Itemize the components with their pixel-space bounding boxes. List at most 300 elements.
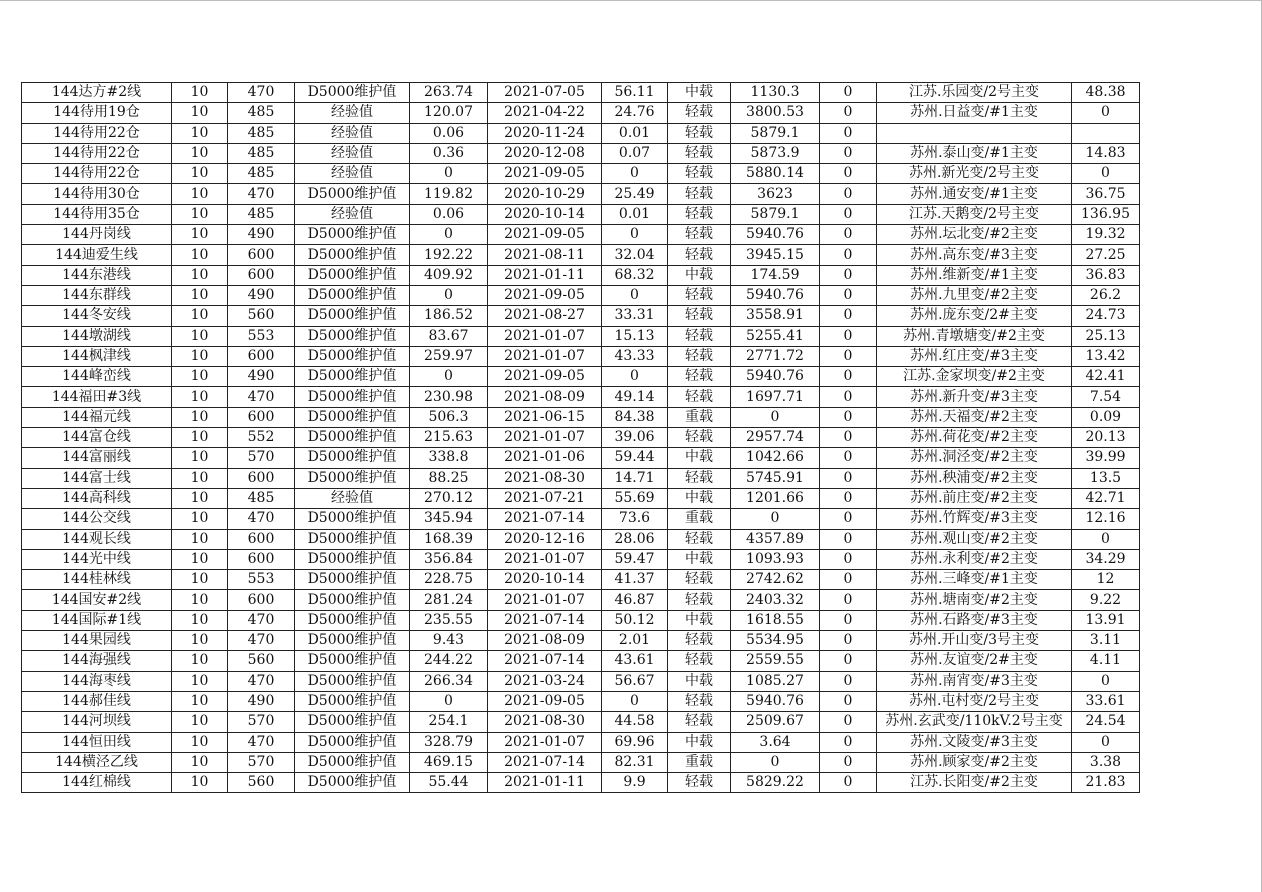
data-table: [21, 82, 1140, 793]
table-row: [22, 285, 1140, 305]
load-level-cell: 重载: [668, 509, 731, 529]
transformer-cell: 苏州.三峰变/#1主变: [877, 570, 1072, 590]
current-cell: 270.12: [410, 488, 488, 508]
table-row: [22, 570, 1140, 590]
load-rate-cell: 49.14: [602, 387, 668, 407]
voltage-cell: 10: [172, 83, 228, 103]
source-cell: 经验值: [295, 164, 410, 184]
rating-cell: 570: [228, 712, 295, 732]
table-row: [22, 346, 1140, 366]
load-level-cell: 中载: [668, 671, 731, 691]
transformer-cell: 苏州.永利变/#2主变: [877, 549, 1072, 569]
count-cell: 0: [820, 671, 877, 691]
date-cell: 2021-03-24: [488, 671, 602, 691]
load-level-cell: 重载: [668, 752, 731, 772]
current-cell: 9.43: [410, 631, 488, 651]
rating-cell: 560: [228, 651, 295, 671]
count-cell: 0: [820, 346, 877, 366]
date-cell: 2021-09-05: [488, 367, 602, 387]
date-cell: 2020-10-29: [488, 184, 602, 204]
transformer-load-cell: 13.42: [1072, 346, 1140, 366]
current-cell: 244.22: [410, 651, 488, 671]
load-level-cell: 轻载: [668, 285, 731, 305]
table-row: [22, 367, 1140, 387]
load-rate-cell: 9.9: [602, 773, 668, 793]
table-row: [22, 529, 1140, 549]
rating-cell: 600: [228, 265, 295, 285]
transformer-cell: 苏州.玄武变/110kV.2号主变: [877, 712, 1072, 732]
transformer-load-cell: [1072, 123, 1140, 143]
margin-cell: 1130.3: [731, 83, 820, 103]
transformer-load-cell: 0: [1072, 732, 1140, 752]
load-level-cell: 中载: [668, 265, 731, 285]
rating-cell: 485: [228, 164, 295, 184]
rating-cell: 490: [228, 367, 295, 387]
date-cell: 2021-01-06: [488, 448, 602, 468]
line-name-cell: 144海枣线: [22, 671, 172, 691]
line-name-cell: 144墩湖线: [22, 326, 172, 346]
transformer-load-cell: 42.41: [1072, 367, 1140, 387]
current-cell: 0.06: [410, 123, 488, 143]
line-name-cell: 144迪爱生线: [22, 245, 172, 265]
rating-cell: 552: [228, 428, 295, 448]
transformer-cell: 苏州.观山变/#2主变: [877, 529, 1072, 549]
date-cell: 2021-08-30: [488, 468, 602, 488]
source-cell: D5000维护值: [295, 590, 410, 610]
current-cell: 259.97: [410, 346, 488, 366]
load-rate-cell: 73.6: [602, 509, 668, 529]
voltage-cell: 10: [172, 468, 228, 488]
source-cell: D5000维护值: [295, 407, 410, 427]
transformer-cell: 苏州.庞东变/2#主变: [877, 306, 1072, 326]
rating-cell: 600: [228, 590, 295, 610]
margin-cell: 5880.14: [731, 164, 820, 184]
date-cell: 2020-12-08: [488, 143, 602, 163]
load-level-cell: 轻载: [668, 225, 731, 245]
line-name-cell: 144郝佳线: [22, 691, 172, 711]
load-level-cell: 轻载: [668, 204, 731, 224]
line-name-cell: 144待用22仓: [22, 123, 172, 143]
margin-cell: 5829.22: [731, 773, 820, 793]
transformer-load-cell: 24.73: [1072, 306, 1140, 326]
line-name-cell: 144富士线: [22, 468, 172, 488]
load-rate-cell: 0: [602, 367, 668, 387]
source-cell: D5000维护值: [295, 265, 410, 285]
transformer-load-cell: 9.22: [1072, 590, 1140, 610]
count-cell: 0: [820, 712, 877, 732]
load-level-cell: 轻载: [668, 387, 731, 407]
source-cell: D5000维护值: [295, 83, 410, 103]
voltage-cell: 10: [172, 285, 228, 305]
transformer-cell: 苏州.通安变/#1主变: [877, 184, 1072, 204]
load-rate-cell: 59.44: [602, 448, 668, 468]
table-row: [22, 407, 1140, 427]
transformer-load-cell: 13.5: [1072, 468, 1140, 488]
count-cell: 0: [820, 326, 877, 346]
load-level-cell: 中载: [668, 549, 731, 569]
transformer-cell: 苏州.高东变/#3主变: [877, 245, 1072, 265]
count-cell: 0: [820, 773, 877, 793]
rating-cell: 600: [228, 468, 295, 488]
load-level-cell: 轻载: [668, 590, 731, 610]
date-cell: 2021-01-11: [488, 265, 602, 285]
transformer-cell: 苏州.塘南变/#2主变: [877, 590, 1072, 610]
rating-cell: 485: [228, 123, 295, 143]
transformer-cell: 苏州.日益变/#1主变: [877, 103, 1072, 123]
load-rate-cell: 2.01: [602, 631, 668, 651]
line-name-cell: 144横泾乙线: [22, 752, 172, 772]
table-row: [22, 428, 1140, 448]
date-cell: 2021-09-05: [488, 691, 602, 711]
load-rate-cell: 44.58: [602, 712, 668, 732]
current-cell: 356.84: [410, 549, 488, 569]
transformer-cell: 苏州.开山变/3号主变: [877, 631, 1072, 651]
table-row: [22, 610, 1140, 630]
date-cell: 2021-07-14: [488, 651, 602, 671]
load-rate-cell: 0: [602, 285, 668, 305]
rating-cell: 470: [228, 387, 295, 407]
transformer-cell: 江苏.长阳变/#2主变: [877, 773, 1072, 793]
load-level-cell: 轻载: [668, 184, 731, 204]
transformer-load-cell: 136.95: [1072, 204, 1140, 224]
source-cell: D5000维护值: [295, 651, 410, 671]
table-row: [22, 184, 1140, 204]
date-cell: 2021-01-07: [488, 549, 602, 569]
line-name-cell: 144海强线: [22, 651, 172, 671]
transformer-cell: 苏州.洞泾变/#2主变: [877, 448, 1072, 468]
transformer-load-cell: 0: [1072, 164, 1140, 184]
rating-cell: 600: [228, 529, 295, 549]
source-cell: D5000维护值: [295, 387, 410, 407]
load-level-cell: 中载: [668, 488, 731, 508]
load-level-cell: 轻载: [668, 631, 731, 651]
source-cell: D5000维护值: [295, 367, 410, 387]
table-row: [22, 387, 1140, 407]
table-row: [22, 631, 1140, 651]
load-rate-cell: 55.69: [602, 488, 668, 508]
source-cell: D5000维护值: [295, 610, 410, 630]
load-level-cell: 轻载: [668, 306, 731, 326]
load-level-cell: 轻载: [668, 651, 731, 671]
transformer-load-cell: 0: [1072, 529, 1140, 549]
table-row: [22, 590, 1140, 610]
margin-cell: 0: [731, 407, 820, 427]
load-level-cell: 轻载: [668, 428, 731, 448]
transformer-load-cell: 12.16: [1072, 509, 1140, 529]
transformer-cell: 苏州.顾家变/#2主变: [877, 752, 1072, 772]
line-name-cell: 144东港线: [22, 265, 172, 285]
transformer-load-cell: 21.83: [1072, 773, 1140, 793]
voltage-cell: 10: [172, 204, 228, 224]
count-cell: 0: [820, 590, 877, 610]
source-cell: D5000维护值: [295, 570, 410, 590]
voltage-cell: 10: [172, 346, 228, 366]
date-cell: 2021-08-09: [488, 631, 602, 651]
source-cell: 经验值: [295, 143, 410, 163]
count-cell: 0: [820, 204, 877, 224]
count-cell: 0: [820, 245, 877, 265]
rating-cell: 470: [228, 184, 295, 204]
source-cell: D5000维护值: [295, 245, 410, 265]
voltage-cell: 10: [172, 651, 228, 671]
table-row: [22, 549, 1140, 569]
load-level-cell: 中载: [668, 448, 731, 468]
count-cell: 0: [820, 549, 877, 569]
transformer-cell: 苏州.前庄变/#2主变: [877, 488, 1072, 508]
transformer-load-cell: 13.91: [1072, 610, 1140, 630]
load-rate-cell: 39.06: [602, 428, 668, 448]
table-row: [22, 326, 1140, 346]
load-rate-cell: 82.31: [602, 752, 668, 772]
load-level-cell: 中载: [668, 83, 731, 103]
transformer-cell: 苏州.石路变/#3主变: [877, 610, 1072, 630]
table-row: [22, 488, 1140, 508]
margin-cell: 3558.91: [731, 306, 820, 326]
current-cell: 168.39: [410, 529, 488, 549]
load-rate-cell: 41.37: [602, 570, 668, 590]
table-row: [22, 204, 1140, 224]
voltage-cell: 10: [172, 732, 228, 752]
source-cell: D5000维护值: [295, 549, 410, 569]
transformer-cell: 苏州.九里变/#2主变: [877, 285, 1072, 305]
load-rate-cell: 0: [602, 164, 668, 184]
voltage-cell: 10: [172, 387, 228, 407]
load-rate-cell: 56.67: [602, 671, 668, 691]
voltage-cell: 10: [172, 428, 228, 448]
source-cell: 经验值: [295, 123, 410, 143]
transformer-cell: 苏州.新升变/#3主变: [877, 387, 1072, 407]
date-cell: 2021-01-07: [488, 590, 602, 610]
voltage-cell: 10: [172, 407, 228, 427]
line-name-cell: 144果园线: [22, 631, 172, 651]
table-row: [22, 265, 1140, 285]
current-cell: 0: [410, 285, 488, 305]
rating-cell: 470: [228, 732, 295, 752]
source-cell: D5000维护值: [295, 529, 410, 549]
line-name-cell: 144河坝线: [22, 712, 172, 732]
transformer-load-cell: 14.83: [1072, 143, 1140, 163]
current-cell: 55.44: [410, 773, 488, 793]
voltage-cell: 10: [172, 184, 228, 204]
transformer-load-cell: 26.2: [1072, 285, 1140, 305]
line-name-cell: 144丹岗线: [22, 225, 172, 245]
table-row: [22, 245, 1140, 265]
transformer-load-cell: 48.38: [1072, 83, 1140, 103]
count-cell: 0: [820, 83, 877, 103]
count-cell: 0: [820, 143, 877, 163]
count-cell: 0: [820, 164, 877, 184]
count-cell: 0: [820, 468, 877, 488]
margin-cell: 1093.93: [731, 549, 820, 569]
table-row: [22, 509, 1140, 529]
margin-cell: 5534.95: [731, 631, 820, 651]
current-cell: 506.3: [410, 407, 488, 427]
margin-cell: 2771.72: [731, 346, 820, 366]
table-body: [22, 83, 1140, 793]
current-cell: 83.67: [410, 326, 488, 346]
rating-cell: 560: [228, 306, 295, 326]
margin-cell: 2403.32: [731, 590, 820, 610]
voltage-cell: 10: [172, 529, 228, 549]
transformer-cell: 苏州.秧浦变/#2主变: [877, 468, 1072, 488]
load-rate-cell: 43.33: [602, 346, 668, 366]
rating-cell: 570: [228, 752, 295, 772]
margin-cell: 1085.27: [731, 671, 820, 691]
current-cell: 119.82: [410, 184, 488, 204]
line-name-cell: 144国际#1线: [22, 610, 172, 630]
count-cell: 0: [820, 570, 877, 590]
rating-cell: 490: [228, 225, 295, 245]
source-cell: 经验值: [295, 204, 410, 224]
rating-cell: 570: [228, 448, 295, 468]
table-row: [22, 164, 1140, 184]
load-rate-cell: 0.07: [602, 143, 668, 163]
rating-cell: 470: [228, 610, 295, 630]
rating-cell: 600: [228, 245, 295, 265]
rating-cell: 553: [228, 326, 295, 346]
voltage-cell: 10: [172, 549, 228, 569]
source-cell: 经验值: [295, 103, 410, 123]
voltage-cell: 10: [172, 773, 228, 793]
margin-cell: 5745.91: [731, 468, 820, 488]
current-cell: 88.25: [410, 468, 488, 488]
source-cell: D5000维护值: [295, 346, 410, 366]
rating-cell: 600: [228, 549, 295, 569]
load-rate-cell: 84.38: [602, 407, 668, 427]
date-cell: 2021-07-21: [488, 488, 602, 508]
voltage-cell: 10: [172, 712, 228, 732]
count-cell: 0: [820, 631, 877, 651]
load-level-cell: 轻载: [668, 346, 731, 366]
load-rate-cell: 0: [602, 691, 668, 711]
rating-cell: 485: [228, 103, 295, 123]
transformer-cell: 苏州.泰山变/#1主变: [877, 143, 1072, 163]
line-name-cell: 144冬安线: [22, 306, 172, 326]
count-cell: 0: [820, 488, 877, 508]
count-cell: 0: [820, 509, 877, 529]
margin-cell: 3945.15: [731, 245, 820, 265]
voltage-cell: 10: [172, 671, 228, 691]
count-cell: 0: [820, 428, 877, 448]
source-cell: D5000维护值: [295, 509, 410, 529]
transformer-cell: 苏州.新光变/2号主变: [877, 164, 1072, 184]
margin-cell: 2957.74: [731, 428, 820, 448]
transformer-load-cell: 0: [1072, 103, 1140, 123]
rating-cell: 490: [228, 285, 295, 305]
transformer-cell: 苏州.荷花变/#2主变: [877, 428, 1072, 448]
source-cell: D5000维护值: [295, 712, 410, 732]
date-cell: 2021-01-07: [488, 428, 602, 448]
date-cell: 2020-10-14: [488, 204, 602, 224]
source-cell: D5000维护值: [295, 468, 410, 488]
source-cell: D5000维护值: [295, 752, 410, 772]
margin-cell: 3623: [731, 184, 820, 204]
date-cell: 2020-12-16: [488, 529, 602, 549]
count-cell: 0: [820, 306, 877, 326]
load-level-cell: 轻载: [668, 326, 731, 346]
rating-cell: 470: [228, 509, 295, 529]
rating-cell: 470: [228, 671, 295, 691]
current-cell: 192.22: [410, 245, 488, 265]
line-name-cell: 144公交线: [22, 509, 172, 529]
rating-cell: 600: [228, 407, 295, 427]
line-name-cell: 144国安#2线: [22, 590, 172, 610]
load-rate-cell: 32.04: [602, 245, 668, 265]
margin-cell: 3800.53: [731, 103, 820, 123]
transformer-cell: 苏州.红庄变/#3主变: [877, 346, 1072, 366]
load-level-cell: 轻载: [668, 712, 731, 732]
date-cell: 2021-01-07: [488, 326, 602, 346]
table-row: [22, 123, 1140, 143]
date-cell: 2021-07-14: [488, 610, 602, 630]
table-row: [22, 143, 1140, 163]
load-rate-cell: 59.47: [602, 549, 668, 569]
margin-cell: 5940.76: [731, 225, 820, 245]
rating-cell: 485: [228, 204, 295, 224]
date-cell: 2021-01-07: [488, 732, 602, 752]
line-name-cell: 144富仓线: [22, 428, 172, 448]
voltage-cell: 10: [172, 164, 228, 184]
voltage-cell: 10: [172, 631, 228, 651]
source-cell: D5000维护值: [295, 773, 410, 793]
rating-cell: 560: [228, 773, 295, 793]
voltage-cell: 10: [172, 610, 228, 630]
margin-cell: 2509.67: [731, 712, 820, 732]
voltage-cell: 10: [172, 265, 228, 285]
load-level-cell: 轻载: [668, 468, 731, 488]
line-name-cell: 144福元线: [22, 407, 172, 427]
transformer-cell: 苏州.友谊变/2#主变: [877, 651, 1072, 671]
margin-cell: 0: [731, 752, 820, 772]
load-rate-cell: 56.11: [602, 83, 668, 103]
load-level-cell: 轻载: [668, 123, 731, 143]
load-level-cell: 中载: [668, 610, 731, 630]
load-rate-cell: 33.31: [602, 306, 668, 326]
transformer-load-cell: 3.38: [1072, 752, 1140, 772]
rating-cell: 485: [228, 488, 295, 508]
current-cell: 215.63: [410, 428, 488, 448]
voltage-cell: 10: [172, 448, 228, 468]
margin-cell: 2742.62: [731, 570, 820, 590]
transformer-load-cell: 20.13: [1072, 428, 1140, 448]
load-level-cell: 轻载: [668, 164, 731, 184]
line-name-cell: 144待用22仓: [22, 164, 172, 184]
count-cell: 0: [820, 752, 877, 772]
rating-cell: 470: [228, 631, 295, 651]
table-row: [22, 671, 1140, 691]
margin-cell: 1042.66: [731, 448, 820, 468]
count-cell: 0: [820, 184, 877, 204]
load-rate-cell: 68.32: [602, 265, 668, 285]
margin-cell: 0: [731, 509, 820, 529]
load-rate-cell: 0.01: [602, 204, 668, 224]
load-rate-cell: 25.49: [602, 184, 668, 204]
count-cell: 0: [820, 103, 877, 123]
transformer-load-cell: 24.54: [1072, 712, 1140, 732]
count-cell: 0: [820, 610, 877, 630]
table-row: [22, 712, 1140, 732]
current-cell: 230.98: [410, 387, 488, 407]
line-name-cell: 144恒田线: [22, 732, 172, 752]
voltage-cell: 10: [172, 752, 228, 772]
table-row: [22, 103, 1140, 123]
line-name-cell: 144待用19仓: [22, 103, 172, 123]
source-cell: D5000维护值: [295, 184, 410, 204]
load-rate-cell: 14.71: [602, 468, 668, 488]
margin-cell: 5873.9: [731, 143, 820, 163]
date-cell: 2021-09-05: [488, 285, 602, 305]
line-name-cell: 144待用22仓: [22, 143, 172, 163]
